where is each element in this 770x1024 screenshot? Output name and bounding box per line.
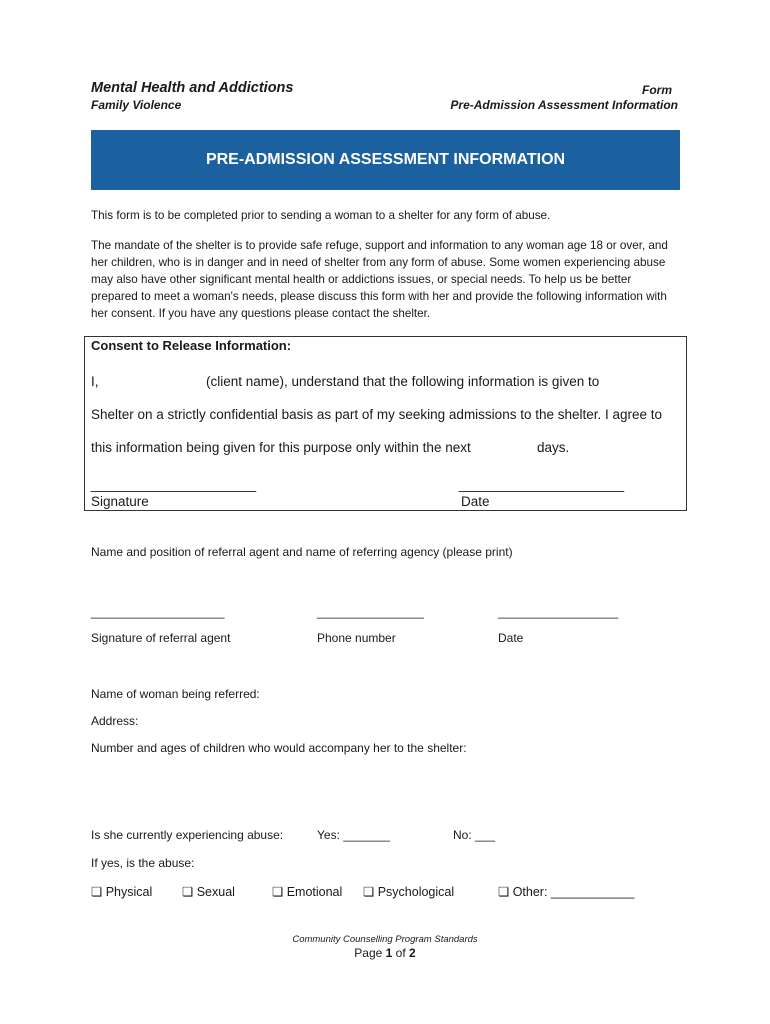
- referral-instruction: Name and position of referral agent and name of referring agency (please print): [91, 545, 513, 559]
- consent-days: days.: [537, 440, 570, 455]
- abuse-question: Is she currently experiencing abuse:: [91, 828, 284, 842]
- checkbox-psychological[interactable]: [363, 884, 454, 899]
- page-number: [0, 946, 770, 960]
- intro-paragraph: The mandate of the shelter is to provide safe refuge, support and information to any woman age 18 or over, and her children, who is in danger and in need of shelter from any form of abuse. Some women experiencing abuse may also have other significant mental health or addictions issues, or special needs. To help us be better prepared to meet a woman's needs, please discuss this form with her and provide the following information with her consent. If you have any questions please contact the shelter.: [91, 239, 668, 320]
- days-field[interactable]: [483, 438, 533, 456]
- client-name-field[interactable]: [102, 372, 202, 390]
- option-label: Sexual: [196, 885, 235, 899]
- checkbox-icon: ❏: [272, 885, 284, 899]
- checkbox-icon: ❏: [498, 885, 510, 899]
- checkbox-physical[interactable]: [91, 884, 152, 899]
- woman-name-label: Name of woman being referred:: [91, 687, 260, 701]
- checkbox-other[interactable]: [498, 884, 634, 899]
- option-label: Psychological: [377, 885, 455, 899]
- header-org-title: Mental Health and Addictions: [91, 80, 294, 96]
- consent-line-1: (client name), understand that the following information is given to: [206, 374, 600, 389]
- option-label: Physical: [105, 885, 153, 899]
- checkbox-emotional[interactable]: [272, 884, 342, 899]
- checkbox-sexual[interactable]: [182, 884, 235, 899]
- children-label: Number and ages of children who would accompany her to the shelter:: [91, 741, 467, 755]
- title-banner: [91, 130, 680, 190]
- consent-i: I,: [91, 374, 99, 389]
- referral-date-line[interactable]: __________________: [498, 605, 619, 619]
- referral-signature-line[interactable]: ____________________: [91, 605, 225, 619]
- header-form-name: Pre-Admission Assessment Information: [450, 98, 678, 112]
- page-current: 1: [385, 946, 393, 960]
- checkbox-icon: ❏: [91, 885, 103, 899]
- consent-heading: Consent to Release Information:: [91, 338, 292, 353]
- footer-standards: Community Counselling Program Standards: [292, 934, 478, 945]
- option-label: Other: ____________: [512, 885, 635, 899]
- intro-line: This form is to be completed prior to sending a woman to a shelter for any form of abuse.: [91, 209, 551, 222]
- referral-phone-line[interactable]: ________________: [317, 605, 424, 619]
- date-line[interactable]: ______________________: [459, 477, 625, 492]
- referral-phone-label: Phone number: [317, 631, 396, 645]
- option-label: Emotional: [286, 885, 343, 899]
- abuse-yes-field[interactable]: Yes: _______: [317, 828, 390, 842]
- header-form-label: Form: [642, 83, 672, 97]
- abuse-type-question: If yes, is the abuse:: [91, 856, 195, 870]
- page-of: of: [392, 946, 410, 960]
- date-label: Date: [461, 494, 490, 509]
- consent-line-2: Shelter on a strictly confidential basis as part of my seeking admissions to the shelter. I agree to: [91, 407, 663, 422]
- page-total: 2: [409, 946, 416, 960]
- checkbox-icon: ❏: [182, 885, 194, 899]
- checkbox-icon: ❏: [363, 885, 375, 899]
- abuse-no-field[interactable]: No: ___: [453, 828, 496, 842]
- consent-line-3: this information being given for this purpose only within the next: [91, 440, 471, 455]
- header-program: Family Violence: [91, 98, 182, 112]
- signature-label: Signature: [91, 494, 149, 509]
- referral-signature-label: Signature of referral agent: [91, 631, 231, 645]
- page-prefix: Page: [354, 946, 386, 960]
- signature-line[interactable]: ______________________: [91, 477, 257, 492]
- address-label: Address:: [91, 714, 139, 728]
- page-title: PRE-ADMISSION ASSESSMENT INFORMATION: [205, 151, 566, 168]
- referral-date-label: Date: [498, 631, 524, 645]
